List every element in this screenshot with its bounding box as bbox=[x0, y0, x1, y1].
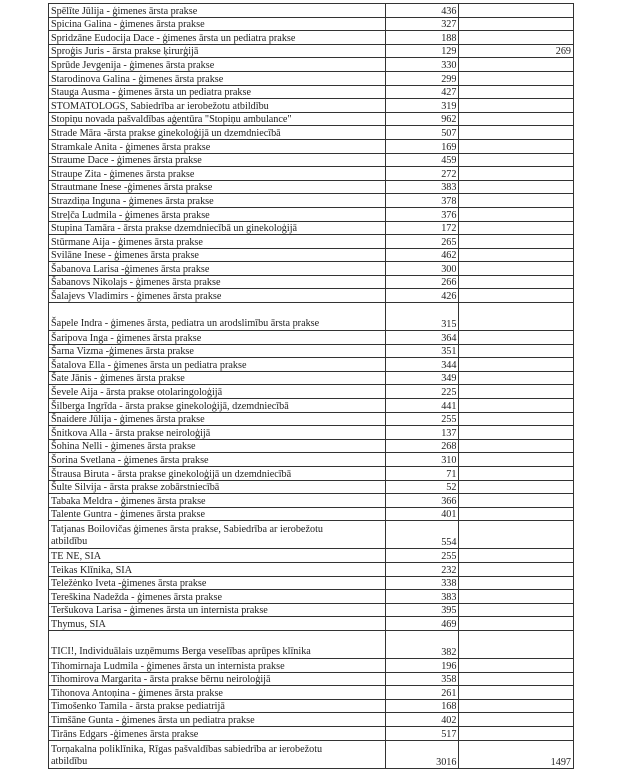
table-row bbox=[49, 658, 574, 672]
provider-name-cell: Svilāne Inese - ģimenes ārsta prakse bbox=[49, 248, 386, 262]
subtotal-cell bbox=[459, 521, 574, 549]
subtotal-cell bbox=[459, 453, 574, 467]
subtotal-cell bbox=[459, 85, 574, 99]
provider-name-cell: Šorina Svetlana - ģimenes ārsta prakse bbox=[49, 453, 386, 467]
subtotal-cell bbox=[459, 99, 574, 113]
table-row bbox=[49, 207, 574, 221]
provider-name-cell: Šapele Indra - ģimenes ārsta, pediatra un arodslimību ārsta prakse bbox=[49, 303, 386, 331]
count-cell: 383 bbox=[385, 590, 459, 604]
count-cell: 310 bbox=[385, 453, 459, 467]
subtotal-cell: 1497 bbox=[459, 740, 574, 768]
provider-name-cell: Stūrmane Aija - ģimenes ārsta prakse bbox=[49, 235, 386, 249]
count-cell: 330 bbox=[385, 58, 459, 72]
subtotal-cell bbox=[459, 358, 574, 372]
subtotal-cell bbox=[459, 439, 574, 453]
count-cell: 344 bbox=[385, 358, 459, 372]
table-row bbox=[49, 713, 574, 727]
provider-name-cell: Šarna Vizma -ģimenes ārsta prakse bbox=[49, 344, 386, 358]
provider-name-cell: Timošenko Tamila - ārsta prakse pediatrijā bbox=[49, 699, 386, 713]
count-cell: 265 bbox=[385, 235, 459, 249]
subtotal-cell bbox=[459, 71, 574, 85]
table-row bbox=[49, 399, 574, 413]
table-row bbox=[49, 180, 574, 194]
table-row bbox=[49, 44, 574, 58]
subtotal-cell bbox=[459, 385, 574, 399]
provider-name-cell: Ševele Aija - ārsta prakse otolaringoloģijā bbox=[49, 385, 386, 399]
subtotal-cell bbox=[459, 371, 574, 385]
table-row bbox=[49, 412, 574, 426]
table-row bbox=[49, 494, 574, 508]
table-row bbox=[49, 590, 574, 604]
count-cell: 462 bbox=[385, 248, 459, 262]
table-row bbox=[49, 726, 574, 740]
count-cell: 507 bbox=[385, 126, 459, 140]
subtotal-cell bbox=[459, 194, 574, 208]
subtotal-cell bbox=[459, 562, 574, 576]
table-row bbox=[49, 248, 574, 262]
provider-name-cell: Stopiņu novada pašvaldības aģentūra "Stopiņu ambulance" bbox=[49, 112, 386, 126]
count-cell: 401 bbox=[385, 507, 459, 521]
count-cell: 315 bbox=[385, 303, 459, 331]
provider-name-cell: Šabanovs Nikolajs - ģimenes ārsta prakse bbox=[49, 275, 386, 289]
subtotal-cell bbox=[459, 658, 574, 672]
provider-name-cell: Thymus, SIA bbox=[49, 617, 386, 631]
provider-name-cell: Tihomirova Margarita - ārsta prakse bērnu neiroloģijā bbox=[49, 672, 386, 686]
count-cell: 459 bbox=[385, 153, 459, 167]
count-cell: 469 bbox=[385, 617, 459, 631]
count-cell: 441 bbox=[385, 399, 459, 413]
provider-name-cell: Šnaidere Jūlija - ģimenes ārsta prakse bbox=[49, 412, 386, 426]
table-row bbox=[49, 4, 574, 18]
subtotal-cell: 269 bbox=[459, 44, 574, 58]
count-cell: 137 bbox=[385, 426, 459, 440]
count-cell: 255 bbox=[385, 549, 459, 563]
table-row bbox=[49, 672, 574, 686]
count-cell: 517 bbox=[385, 726, 459, 740]
table-row bbox=[49, 699, 574, 713]
count-cell: 554 bbox=[385, 521, 459, 549]
table-row bbox=[49, 507, 574, 521]
subtotal-cell bbox=[459, 331, 574, 345]
subtotal-cell bbox=[459, 603, 574, 617]
subtotal-cell bbox=[459, 139, 574, 153]
count-cell: 232 bbox=[385, 562, 459, 576]
provider-name-cell: Šate Jānis - ģimenes ārsta prakse bbox=[49, 371, 386, 385]
subtotal-cell bbox=[459, 549, 574, 563]
table-row bbox=[49, 453, 574, 467]
subtotal-cell bbox=[459, 167, 574, 181]
subtotal-cell bbox=[459, 262, 574, 276]
table-row bbox=[49, 740, 574, 768]
provider-name-cell: Tihonova Antoņina - ģimenes ārsta prakse bbox=[49, 686, 386, 700]
subtotal-cell bbox=[459, 126, 574, 140]
provider-name-cell: Teikas Klīnika, SIA bbox=[49, 562, 386, 576]
subtotal-cell bbox=[459, 289, 574, 303]
table-row bbox=[49, 439, 574, 453]
count-cell: 196 bbox=[385, 658, 459, 672]
subtotal-cell bbox=[459, 153, 574, 167]
count-cell: 395 bbox=[385, 603, 459, 617]
provider-name-cell: Spēlīte Jūlija - ģimenes ārsta prakse bbox=[49, 4, 386, 18]
subtotal-cell bbox=[459, 617, 574, 631]
table-row bbox=[49, 194, 574, 208]
count-cell: 358 bbox=[385, 672, 459, 686]
provider-name-cell: Spridzāne Eudocija Dace - ģimenes ārsta un pediatra prakse bbox=[49, 31, 386, 45]
provider-name-cell: Torņakalna poliklīnika, Rīgas pašvaldības sabiedrība ar ierobežotu atbildību bbox=[49, 740, 386, 768]
count-cell: 962 bbox=[385, 112, 459, 126]
count-cell: 169 bbox=[385, 139, 459, 153]
subtotal-cell bbox=[459, 590, 574, 604]
provider-name-cell: Stramkale Anita - ģimenes ārsta prakse bbox=[49, 139, 386, 153]
count-cell: 436 bbox=[385, 4, 459, 18]
subtotal-cell bbox=[459, 467, 574, 481]
count-cell: 299 bbox=[385, 71, 459, 85]
table-row bbox=[49, 371, 574, 385]
table-row bbox=[49, 603, 574, 617]
provider-name-cell: Strade Māra -ārsta prakse ginekoloģijā un dzemdniecībā bbox=[49, 126, 386, 140]
subtotal-cell bbox=[459, 412, 574, 426]
table-row bbox=[49, 549, 574, 563]
subtotal-cell bbox=[459, 17, 574, 31]
subtotal-cell bbox=[459, 248, 574, 262]
table-row bbox=[49, 344, 574, 358]
provider-name-cell: Šabanova Larisa -ģimenes ārsta prakse bbox=[49, 262, 386, 276]
table-row bbox=[49, 221, 574, 235]
subtotal-cell bbox=[459, 112, 574, 126]
count-cell: 3016 bbox=[385, 740, 459, 768]
subtotal-cell bbox=[459, 426, 574, 440]
table-row bbox=[49, 112, 574, 126]
provider-name-cell: Šalajevs Vladimirs - ģimenes ārsta prakse bbox=[49, 289, 386, 303]
count-cell: 351 bbox=[385, 344, 459, 358]
count-cell: 382 bbox=[385, 630, 459, 658]
count-cell: 225 bbox=[385, 385, 459, 399]
subtotal-cell bbox=[459, 713, 574, 727]
provider-name-cell: Šnitkova Alla - ārsta prakse neiroloģijā bbox=[49, 426, 386, 440]
count-cell: 172 bbox=[385, 221, 459, 235]
count-cell: 319 bbox=[385, 99, 459, 113]
subtotal-cell bbox=[459, 31, 574, 45]
provider-name-cell: Tabaka Meldra - ģimenes ārsta prakse bbox=[49, 494, 386, 508]
count-cell: 261 bbox=[385, 686, 459, 700]
provider-name-cell: Šulte Silvija - ārsta prakse zobārstniecībā bbox=[49, 480, 386, 494]
subtotal-cell bbox=[459, 399, 574, 413]
table-row bbox=[49, 235, 574, 249]
provider-name-cell: Sproģis Juris - ārsta prakse ķirurģijā bbox=[49, 44, 386, 58]
table-row bbox=[49, 31, 574, 45]
provider-name-cell: Sprūde Jevgenija - ģimenes ārsta prakse bbox=[49, 58, 386, 72]
table-row bbox=[49, 85, 574, 99]
subtotal-cell bbox=[459, 630, 574, 658]
provider-name-cell: Straume Dace - ģimenes ārsta prakse bbox=[49, 153, 386, 167]
table-row bbox=[49, 686, 574, 700]
table-row bbox=[49, 358, 574, 372]
table-row bbox=[49, 289, 574, 303]
count-cell: 426 bbox=[385, 289, 459, 303]
count-cell: 427 bbox=[385, 85, 459, 99]
subtotal-cell bbox=[459, 275, 574, 289]
table-row bbox=[49, 139, 574, 153]
provider-table-body bbox=[49, 4, 574, 769]
count-cell: 327 bbox=[385, 17, 459, 31]
table-row bbox=[49, 167, 574, 181]
table-row bbox=[49, 480, 574, 494]
table-row bbox=[49, 385, 574, 399]
table-row bbox=[49, 562, 574, 576]
subtotal-cell bbox=[459, 494, 574, 508]
subtotal-cell bbox=[459, 726, 574, 740]
provider-name-cell: Timšāne Gunta - ģimenes ārsta un pediatra prakse bbox=[49, 713, 386, 727]
provider-name-cell: Teršukova Larisa - ģimenes ārsta un internista prakse bbox=[49, 603, 386, 617]
subtotal-cell bbox=[459, 303, 574, 331]
table-row bbox=[49, 521, 574, 549]
table-row bbox=[49, 262, 574, 276]
provider-name-cell: Šatalova Ella - ģimenes ārsta un pediatra prakse bbox=[49, 358, 386, 372]
table-row bbox=[49, 126, 574, 140]
table-row bbox=[49, 153, 574, 167]
count-cell: 300 bbox=[385, 262, 459, 276]
provider-name-cell: Štrausa Biruta - ārsta prakse ginekoloģijā un dzemdniecībā bbox=[49, 467, 386, 481]
table-row bbox=[49, 426, 574, 440]
table-row bbox=[49, 617, 574, 631]
provider-name-cell: Teležėnko Iveta -ģimenes ārsta prakse bbox=[49, 576, 386, 590]
provider-name-cell: Strazdiņa Inguna - ģimenes ārsta prakse bbox=[49, 194, 386, 208]
subtotal-cell bbox=[459, 58, 574, 72]
subtotal-cell bbox=[459, 207, 574, 221]
count-cell: 376 bbox=[385, 207, 459, 221]
subtotal-cell bbox=[459, 344, 574, 358]
provider-name-cell: Strautmane Inese -ģimenes ārsta prakse bbox=[49, 180, 386, 194]
subtotal-cell bbox=[459, 180, 574, 194]
provider-name-cell: Stauga Ausma - ģimenes ārsta un pediatra prakse bbox=[49, 85, 386, 99]
provider-name-cell: Tereškina Nadežda - ģimenes ārsta prakse bbox=[49, 590, 386, 604]
subtotal-cell bbox=[459, 672, 574, 686]
table-row bbox=[49, 303, 574, 331]
subtotal-cell bbox=[459, 686, 574, 700]
subtotal-cell bbox=[459, 235, 574, 249]
count-cell: 129 bbox=[385, 44, 459, 58]
count-cell: 188 bbox=[385, 31, 459, 45]
count-cell: 272 bbox=[385, 167, 459, 181]
provider-name-cell: STOMATOLOGS, Sabiedrība ar ierobežotu atbildību bbox=[49, 99, 386, 113]
provider-name-cell: Šilberga Ingrīda - ārsta prakse ginekoloģijā, dzemdniecībā bbox=[49, 399, 386, 413]
provider-name-cell: Šohina Nelli - ģimenes ārsta prakse bbox=[49, 439, 386, 453]
count-cell: 52 bbox=[385, 480, 459, 494]
count-cell: 266 bbox=[385, 275, 459, 289]
provider-name-cell: Tatjanas Boilovičas ģimenes ārsta prakse, Sabiedrība ar ierobežotu atbildību bbox=[49, 521, 386, 549]
provider-name-cell: TE NE, SIA bbox=[49, 549, 386, 563]
table-row bbox=[49, 99, 574, 113]
count-cell: 338 bbox=[385, 576, 459, 590]
provider-table bbox=[48, 3, 574, 769]
count-cell: 168 bbox=[385, 699, 459, 713]
table-row bbox=[49, 17, 574, 31]
subtotal-cell bbox=[459, 699, 574, 713]
table-row bbox=[49, 576, 574, 590]
provider-name-cell: TICI!, Individuālais uzņēmums Berga veselības aprūpes klīnika bbox=[49, 630, 386, 658]
subtotal-cell bbox=[459, 221, 574, 235]
provider-name-cell: Stupina Tamāra - ārsta prakse dzemdniecībā un ginekoloģijā bbox=[49, 221, 386, 235]
table-row bbox=[49, 58, 574, 72]
count-cell: 349 bbox=[385, 371, 459, 385]
provider-name-cell: Streļča Ludmila - ģimenes ārsta prakse bbox=[49, 207, 386, 221]
table-row bbox=[49, 275, 574, 289]
count-cell: 402 bbox=[385, 713, 459, 727]
count-cell: 378 bbox=[385, 194, 459, 208]
count-cell: 383 bbox=[385, 180, 459, 194]
provider-name-cell: Tihomirnaja Ludmila - ģimenes ārsta un internista prakse bbox=[49, 658, 386, 672]
count-cell: 364 bbox=[385, 331, 459, 345]
count-cell: 268 bbox=[385, 439, 459, 453]
table-row bbox=[49, 467, 574, 481]
subtotal-cell bbox=[459, 4, 574, 18]
provider-name-cell: Starodinova Galina - ģimenes ārsta prakse bbox=[49, 71, 386, 85]
count-cell: 255 bbox=[385, 412, 459, 426]
provider-name-cell: Talente Guntra - ģimenes ārsta prakse bbox=[49, 507, 386, 521]
table-row bbox=[49, 71, 574, 85]
count-cell: 71 bbox=[385, 467, 459, 481]
count-cell: 366 bbox=[385, 494, 459, 508]
table-row bbox=[49, 630, 574, 658]
provider-name-cell: Tirāns Edgars -ģimenes ārsta prakse bbox=[49, 726, 386, 740]
subtotal-cell bbox=[459, 576, 574, 590]
provider-name-cell: Straupe Zita - ģimenes ārsta prakse bbox=[49, 167, 386, 181]
subtotal-cell bbox=[459, 507, 574, 521]
table-row bbox=[49, 331, 574, 345]
provider-name-cell: Spicina Galina - ģimenes ārsta prakse bbox=[49, 17, 386, 31]
subtotal-cell bbox=[459, 480, 574, 494]
provider-name-cell: Šaripova Inga - ģimenes ārsta prakse bbox=[49, 331, 386, 345]
